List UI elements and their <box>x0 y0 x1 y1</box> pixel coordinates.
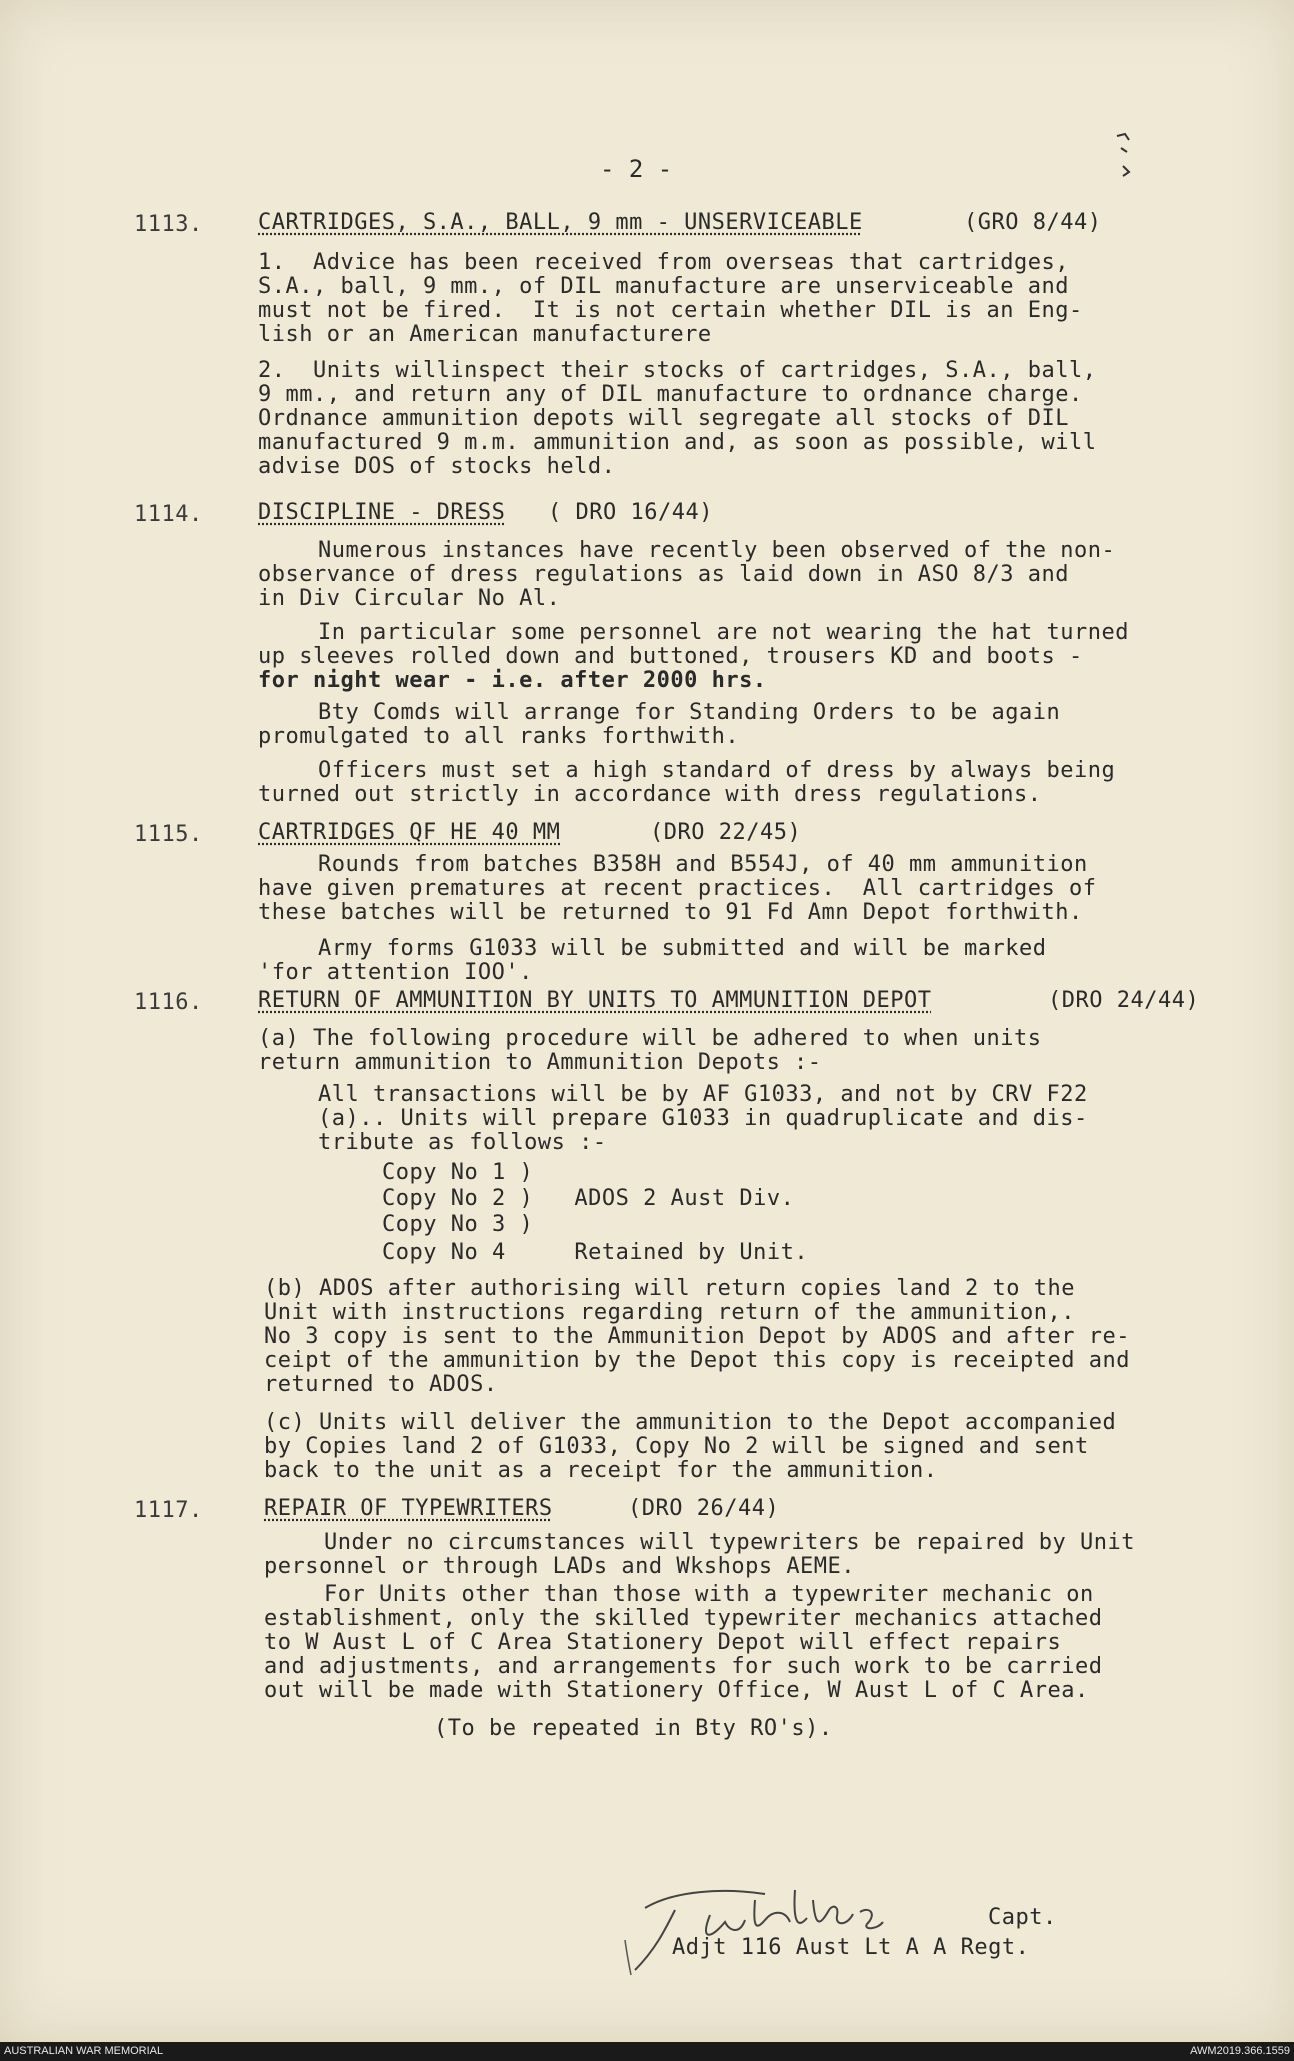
text-line: 9 mm., and return any of DIL manufacture to ordnance charge. <box>258 382 1083 407</box>
text-line: (b) ADOS after authorising will return copies land 2 to the <box>264 1276 1075 1301</box>
text-line: Army forms G1033 will be submitted and will be marked <box>318 936 1047 961</box>
text-line: 'for attention IOO'. <box>258 960 533 985</box>
section-reference: (DRO 22/45) <box>650 820 802 845</box>
text-line: these batches will be returned to 91 Fd Amn Depot forthwith. <box>258 900 1083 925</box>
text-line: S.A., ball, 9 mm., of DIL manufacture are unserviceable and <box>258 274 1069 299</box>
section-number: 1115. <box>134 822 203 847</box>
text-line: up sleeves rolled down and buttoned, trousers KD and boots - <box>258 644 1083 669</box>
text-line: In particular some personnel are not wearing the hat turned <box>318 620 1129 645</box>
text-line: promulgated to all ranks forthwith. <box>258 724 740 749</box>
text-line: lish or an American manufacturere <box>258 322 712 347</box>
text-line: and adjustments, and arrangements for such work to be carried <box>264 1654 1103 1679</box>
text-line: 2. Units willinspect their stocks of cartridges, S.A., ball, <box>258 358 1097 383</box>
section-heading: CARTRIDGES, S.A., BALL, 9 mm - UNSERVICEABLE <box>258 210 863 235</box>
text-line: Bty Comds will arrange for Standing Orders to be again <box>318 700 1061 725</box>
text-line: Officers must set a high standard of dress by always being <box>318 758 1116 783</box>
footer-right-text: AWM2019.366.1559 <box>1190 2045 1290 2057</box>
handwritten-signature <box>615 1870 1035 1980</box>
text-line: (a).. Units will prepare G1033 in quadruplicate and dis- <box>318 1106 1088 1131</box>
section-reference: (GRO 8/44) <box>964 210 1102 235</box>
text-line: No 3 copy is sent to the Ammunition Depot by ADOS and after re- <box>264 1324 1130 1349</box>
text-line: establishment, only the skilled typewriter mechanics attached <box>264 1606 1103 1631</box>
section-reference: (DRO 26/44) <box>628 1496 780 1521</box>
archive-footer <box>0 2042 1294 2061</box>
text-line: 1. Advice has been received from overseas that cartridges, <box>258 250 1069 275</box>
text-line: Copy No 2 ) ADOS 2 Aust Div. <box>382 1186 795 1211</box>
corner-mark <box>1115 130 1135 180</box>
text-line: Numerous instances have recently been observed of the non- <box>318 538 1116 563</box>
text-line: manufactured 9 m.m. ammunition and, as soon as possible, will <box>258 430 1097 455</box>
section-heading: CARTRIDGES QF HE 40 MM <box>258 820 561 845</box>
text-line: Copy No 3 ) <box>382 1212 534 1237</box>
text-line: to W Aust L of C Area Stationery Depot will effect repairs <box>264 1630 1062 1655</box>
text-line: out will be made with Stationery Office, W Aust L of C Area. <box>264 1678 1089 1703</box>
section-heading: REPAIR OF TYPEWRITERS <box>264 1496 553 1521</box>
section-number: 1114. <box>134 502 203 527</box>
text-line: (a) The following procedure will be adhered to when units <box>258 1026 1042 1051</box>
footer-left-text: AUSTRALIAN WAR MEMORIAL <box>4 2045 164 2057</box>
section-number: 1117. <box>134 1498 203 1523</box>
section-number: 1113. <box>134 212 203 237</box>
text-line: tribute as follows :- <box>318 1130 607 1155</box>
text-line: return ammunition to Ammunition Depots :- <box>258 1050 822 1075</box>
text-line: Rounds from batches B358H and B554J, of 40 mm ammunition <box>318 852 1088 877</box>
text-line: Copy No 4 Retained by Unit. <box>382 1240 809 1265</box>
text-line: Under no circumstances will typewriters be repaired by Unit <box>324 1530 1135 1555</box>
text-line: by Copies land 2 of G1033, Copy No 2 will be signed and sent <box>264 1434 1089 1459</box>
section-reference: ( DRO 16/44) <box>548 500 713 525</box>
section-reference: (DRO 24/44) <box>1048 988 1200 1013</box>
text-line: have given prematures at recent practices. All cartridges of <box>258 876 1097 901</box>
text-line: observance of dress regulations as laid down in ASO 8/3 and <box>258 562 1069 587</box>
text-line: ceipt of the ammunition by the Depot this copy is receipted and <box>264 1348 1130 1373</box>
text-line: All transactions will be by AF G1033, and not by CRV F22 <box>318 1082 1088 1107</box>
text-line: returned to ADOS. <box>264 1372 498 1397</box>
section-heading: RETURN OF AMMUNITION BY UNITS TO AMMUNITION DEPOT <box>258 988 932 1013</box>
text-line: turned out strictly in accordance with dress regulations. <box>258 782 1042 807</box>
text-line: back to the unit as a receipt for the ammunition. <box>264 1458 938 1483</box>
signature-rank: Capt. <box>988 1905 1057 1930</box>
page-number: - 2 - <box>600 155 673 183</box>
text-line: advise DOS of stocks held. <box>258 454 616 479</box>
text-line: must not be fired. It is not certain whether DIL is an Eng- <box>258 298 1083 323</box>
text-line: personnel or through LADs and Wkshops AEME. <box>264 1554 856 1579</box>
signature-title: Adjt 116 Aust Lt A A Regt. <box>672 1935 1030 1960</box>
text-line: For Units other than those with a typewriter mechanic on <box>324 1582 1094 1607</box>
section-number: 1116. <box>134 990 203 1015</box>
section-heading: DISCIPLINE - DRESS <box>258 500 506 525</box>
closing-note: (To be repeated in Bty RO's). <box>434 1716 833 1741</box>
text-line: Ordnance ammunition depots will segregate all stocks of DIL <box>258 406 1069 431</box>
text-line: Unit with instructions regarding return of the ammunition,. <box>264 1300 1075 1325</box>
text-line: (c) Units will deliver the ammunition to the Depot accompanied <box>264 1410 1117 1435</box>
text-line: for night wear - i.e. after 2000 hrs. <box>258 668 767 693</box>
text-line: Copy No 1 ) <box>382 1160 534 1185</box>
text-line: in Div Circular No Al. <box>258 586 561 611</box>
